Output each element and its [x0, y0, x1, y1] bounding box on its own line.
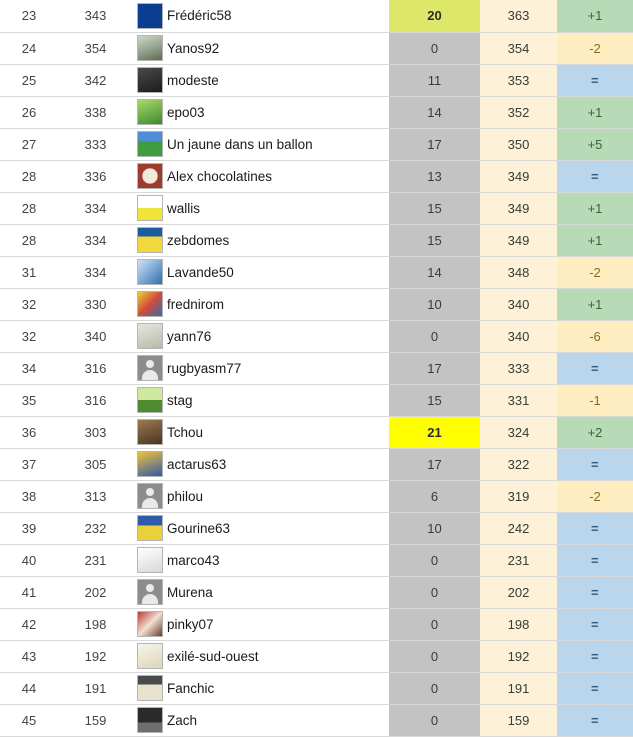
avatar-default-user [137, 483, 163, 509]
round-points-cell: 0 [389, 608, 480, 640]
avatar-cell [133, 640, 167, 672]
player-name-cell[interactable] [167, 352, 389, 384]
avatar-image [138, 100, 162, 124]
table-row [0, 96, 633, 128]
total-points-cell: 198 [480, 608, 557, 640]
player-name-cell[interactable] [167, 96, 389, 128]
round-points-cell: 15 [389, 224, 480, 256]
avatar-pale-portrait [137, 323, 163, 349]
avatar-image [138, 164, 162, 188]
previous-points-cell: 343 [58, 0, 133, 32]
avatar-cell [133, 160, 167, 192]
player-name-cell[interactable] [167, 512, 389, 544]
player-name-link[interactable]: zebdomes [167, 232, 230, 248]
rank-cell: 24 [0, 32, 58, 64]
player-name-cell[interactable] [167, 416, 389, 448]
movement-cell [557, 64, 633, 96]
round-points-cell: 10 [389, 512, 480, 544]
movement-cell [557, 160, 633, 192]
round-points-cell: 17 [389, 128, 480, 160]
player-name-cell[interactable] [167, 224, 389, 256]
table-row [0, 640, 633, 672]
total-points-cell: 331 [480, 384, 557, 416]
total-points-cell: 349 [480, 192, 557, 224]
movement-label: = [590, 456, 600, 472]
movement-label: -2 [589, 488, 601, 504]
player-name-cell[interactable] [167, 672, 389, 704]
total-points-cell: 322 [480, 448, 557, 480]
previous-points-cell: 334 [58, 224, 133, 256]
movement-cell [557, 288, 633, 320]
round-points-cell: 17 [389, 352, 480, 384]
total-points-cell: 349 [480, 160, 557, 192]
avatar-image [138, 324, 162, 348]
avatar-cell [133, 256, 167, 288]
avatar-image [138, 676, 162, 700]
player-name-cell[interactable] [167, 288, 389, 320]
movement-cell [557, 0, 633, 32]
player-name-link[interactable]: Lavande50 [167, 264, 234, 280]
movement-cell [557, 544, 633, 576]
movement-label: = [590, 648, 600, 664]
avatar-image [138, 516, 162, 540]
rank-cell: 43 [0, 640, 58, 672]
movement-cell [557, 640, 633, 672]
rank-cell: 38 [0, 480, 58, 512]
total-points-cell: 202 [480, 576, 557, 608]
rank-cell: 23 [0, 0, 58, 32]
avatar-image [138, 132, 162, 156]
table-row [0, 352, 633, 384]
player-name-link[interactable]: Alex chocolatines [167, 168, 273, 184]
previous-points-cell: 313 [58, 480, 133, 512]
player-name-cell[interactable] [167, 480, 389, 512]
player-name-link[interactable]: Yanos92 [167, 40, 220, 56]
table-row [0, 128, 633, 160]
movement-label: +1 [587, 8, 603, 24]
player-name-link[interactable]: epo03 [167, 104, 205, 120]
table-row [0, 576, 633, 608]
player-name-link[interactable]: exilé-sud-ouest [167, 648, 259, 664]
round-points-cell: 17 [389, 448, 480, 480]
avatar-image [138, 292, 162, 316]
previous-points-cell: 316 [58, 352, 133, 384]
movement-cell [557, 448, 633, 480]
table-row [0, 512, 633, 544]
total-points-cell: 191 [480, 672, 557, 704]
movement-label: +5 [587, 136, 603, 152]
total-points-cell: 363 [480, 0, 557, 32]
movement-label: = [590, 552, 600, 568]
rank-cell: 28 [0, 192, 58, 224]
movement-cell [557, 704, 633, 736]
avatar-yellow-jersey [137, 227, 163, 253]
player-name-cell[interactable] [167, 704, 389, 736]
movement-cell [557, 480, 633, 512]
movement-label: -2 [589, 264, 601, 280]
round-points-cell: 0 [389, 320, 480, 352]
movement-label: = [590, 712, 600, 728]
movement-cell [557, 256, 633, 288]
avatar-cell [133, 320, 167, 352]
table-row [0, 64, 633, 96]
round-points-cell: 0 [389, 32, 480, 64]
previous-points-cell: 336 [58, 160, 133, 192]
avatar-blue-shape [137, 259, 163, 285]
player-name-link[interactable]: Fanchic [167, 680, 215, 696]
movement-cell [557, 352, 633, 384]
table-row [0, 608, 633, 640]
avatar-photo-person [137, 35, 163, 61]
movement-label: = [590, 168, 600, 184]
round-points-cell: 11 [389, 64, 480, 96]
avatar-silhouette-body [142, 370, 158, 381]
avatar-yesss-logo [137, 195, 163, 221]
player-name-link[interactable]: modeste [167, 72, 219, 88]
player-name-link[interactable]: frednirom [167, 296, 225, 312]
avatar-image [138, 260, 162, 284]
previous-points-cell: 340 [58, 320, 133, 352]
movement-cell [557, 128, 633, 160]
round-points-cell: 14 [389, 256, 480, 288]
avatar-brown-icon [137, 419, 163, 445]
avatar-cell [133, 480, 167, 512]
rank-cell: 32 [0, 288, 58, 320]
previous-points-cell: 338 [58, 96, 133, 128]
player-name-link[interactable]: Frédéric58 [167, 8, 232, 24]
round-points-cell: 13 [389, 160, 480, 192]
rank-cell: 28 [0, 160, 58, 192]
avatar-image [138, 420, 162, 444]
avatar-image [138, 548, 162, 572]
table-row [0, 416, 633, 448]
player-name-cell[interactable] [167, 448, 389, 480]
player-name-cell[interactable] [167, 192, 389, 224]
table-row [0, 32, 633, 64]
total-points-cell: 353 [480, 64, 557, 96]
total-points-cell: 333 [480, 352, 557, 384]
player-name-link[interactable]: pinky07 [167, 616, 214, 632]
previous-points-cell: 192 [58, 640, 133, 672]
player-name-link[interactable]: Gourine63 [167, 520, 231, 536]
previous-points-cell: 334 [58, 192, 133, 224]
movement-cell [557, 608, 633, 640]
avatar-cell [133, 576, 167, 608]
movement-label: = [590, 520, 600, 536]
avatar-default-user [137, 355, 163, 381]
avatar-image [138, 196, 162, 220]
player-name-cell[interactable] [167, 544, 389, 576]
avatar-image [138, 36, 162, 60]
round-points-cell: 15 [389, 384, 480, 416]
rank-cell: 39 [0, 512, 58, 544]
rank-cell: 34 [0, 352, 58, 384]
previous-points-cell: 232 [58, 512, 133, 544]
avatar-image [138, 4, 162, 28]
avatar-cell [133, 448, 167, 480]
avatar-flag-eu [137, 3, 163, 29]
player-name-link[interactable]: actarus63 [167, 456, 227, 472]
previous-points-cell: 159 [58, 704, 133, 736]
avatar-image [138, 388, 162, 412]
previous-points-cell: 202 [58, 576, 133, 608]
movement-label: = [590, 72, 600, 88]
movement-label: +2 [587, 424, 603, 440]
table-row [0, 320, 633, 352]
movement-cell [557, 96, 633, 128]
movement-cell [557, 32, 633, 64]
total-points-cell: 159 [480, 704, 557, 736]
rank-cell: 40 [0, 544, 58, 576]
total-points-cell: 349 [480, 224, 557, 256]
player-name-link[interactable]: marco43 [167, 552, 220, 568]
avatar-silhouette-head [146, 584, 154, 592]
avatar-cell [133, 96, 167, 128]
round-points-cell: 15 [389, 192, 480, 224]
total-points-cell: 324 [480, 416, 557, 448]
movement-cell [557, 576, 633, 608]
avatar-silhouette-body [142, 498, 158, 509]
previous-points-cell: 354 [58, 32, 133, 64]
movement-cell [557, 320, 633, 352]
movement-label: = [590, 360, 600, 376]
movement-cell [557, 512, 633, 544]
avatar-silhouette-head [146, 488, 154, 496]
round-points-cell: 6 [389, 480, 480, 512]
table-row [0, 480, 633, 512]
round-points-cell: 20 [389, 0, 480, 32]
avatar-cell [133, 416, 167, 448]
avatar-image [138, 644, 162, 668]
movement-label: -6 [589, 328, 601, 344]
avatar-cell [133, 608, 167, 640]
round-points-cell: 10 [389, 288, 480, 320]
rank-cell: 25 [0, 64, 58, 96]
table-row [0, 160, 633, 192]
avatar-cell [133, 512, 167, 544]
table-row [0, 672, 633, 704]
previous-points-cell: 342 [58, 64, 133, 96]
player-name-link[interactable]: yann76 [167, 328, 212, 344]
table-row [0, 224, 633, 256]
round-points-cell: 0 [389, 640, 480, 672]
round-points-cell: 0 [389, 544, 480, 576]
table-row [0, 288, 633, 320]
avatar-yellow-rider [137, 515, 163, 541]
avatar-cell [133, 32, 167, 64]
movement-cell [557, 384, 633, 416]
total-points-cell: 354 [480, 32, 557, 64]
total-points-cell: 350 [480, 128, 557, 160]
avatar-cell [133, 672, 167, 704]
movement-label: +1 [587, 232, 603, 248]
avatar-image [138, 452, 162, 476]
table-row [0, 384, 633, 416]
player-name-cell[interactable] [167, 0, 389, 32]
player-name-cell[interactable] [167, 384, 389, 416]
previous-points-cell: 330 [58, 288, 133, 320]
rank-cell: 44 [0, 672, 58, 704]
avatar-cell [133, 544, 167, 576]
avatar-silhouette-body [142, 594, 158, 605]
player-name-cell[interactable] [167, 256, 389, 288]
player-name-cell[interactable] [167, 128, 389, 160]
movement-cell [557, 672, 633, 704]
avatar-cell [133, 352, 167, 384]
total-points-cell: 340 [480, 288, 557, 320]
rank-cell: 37 [0, 448, 58, 480]
movement-label: +1 [587, 296, 603, 312]
round-points-cell: 0 [389, 704, 480, 736]
player-name-cell[interactable] [167, 64, 389, 96]
table-row [0, 192, 633, 224]
table-row [0, 448, 633, 480]
round-points-cell: 21 [389, 416, 480, 448]
movement-label: -2 [589, 40, 601, 56]
rank-cell: 31 [0, 256, 58, 288]
previous-points-cell: 198 [58, 608, 133, 640]
avatar-cell [133, 224, 167, 256]
player-name-cell[interactable] [167, 32, 389, 64]
player-name-link[interactable]: Zach [167, 712, 198, 728]
player-name-link[interactable]: rugbyasm77 [167, 360, 242, 376]
player-name-cell[interactable] [167, 320, 389, 352]
table-row [0, 704, 633, 736]
movement-label: = [590, 584, 600, 600]
previous-points-cell: 333 [58, 128, 133, 160]
avatar-image [138, 708, 162, 732]
movement-cell [557, 416, 633, 448]
player-name-cell[interactable] [167, 608, 389, 640]
avatar-cell [133, 0, 167, 32]
avatar-default-user [137, 579, 163, 605]
player-name-link[interactable]: stag [167, 392, 193, 408]
avatar-cell [133, 128, 167, 160]
avatar-image [138, 68, 162, 92]
avatar-cell [133, 64, 167, 96]
player-name-link[interactable]: philou [167, 488, 204, 504]
previous-points-cell: 303 [58, 416, 133, 448]
player-name-cell[interactable] [167, 640, 389, 672]
movement-label: +1 [587, 200, 603, 216]
movement-label: +1 [587, 104, 603, 120]
previous-points-cell: 191 [58, 672, 133, 704]
total-points-cell: 348 [480, 256, 557, 288]
total-points-cell: 242 [480, 512, 557, 544]
player-name-link[interactable]: wallis [167, 200, 201, 216]
avatar-photo-collage [137, 611, 163, 637]
round-points-cell: 0 [389, 672, 480, 704]
avatar-dark-band [137, 707, 163, 733]
avatar-light-sketch [137, 643, 163, 669]
total-points-cell: 352 [480, 96, 557, 128]
player-name-cell[interactable] [167, 576, 389, 608]
avatar-cell [133, 704, 167, 736]
movement-cell [557, 224, 633, 256]
avatar-image [138, 612, 162, 636]
avatar-cell [133, 384, 167, 416]
avatar-anime-robot [137, 451, 163, 477]
previous-points-cell: 305 [58, 448, 133, 480]
movement-label: = [590, 616, 600, 632]
rank-cell: 41 [0, 576, 58, 608]
rank-cell: 32 [0, 320, 58, 352]
rank-cell: 45 [0, 704, 58, 736]
movement-cell [557, 192, 633, 224]
rank-cell: 28 [0, 224, 58, 256]
avatar-image [138, 228, 162, 252]
rank-cell: 26 [0, 96, 58, 128]
avatar-green-cartoon [137, 99, 163, 125]
table-row [0, 256, 633, 288]
player-name-link[interactable]: Un jaune dans un ballon [167, 136, 313, 152]
movement-label: -1 [589, 392, 601, 408]
table-row [0, 0, 633, 32]
rank-cell: 27 [0, 128, 58, 160]
total-points-cell: 319 [480, 480, 557, 512]
avatar-banner-text [137, 675, 163, 701]
previous-points-cell: 231 [58, 544, 133, 576]
rank-cell: 36 [0, 416, 58, 448]
round-points-cell: 0 [389, 576, 480, 608]
player-name-link[interactable]: Murena [167, 584, 213, 600]
avatar-green-field [137, 387, 163, 413]
total-points-cell: 340 [480, 320, 557, 352]
avatar-cell [133, 192, 167, 224]
rank-cell: 42 [0, 608, 58, 640]
movement-label: = [590, 680, 600, 696]
rank-cell: 35 [0, 384, 58, 416]
player-name-cell[interactable] [167, 160, 389, 192]
player-name-link[interactable]: Tchou [167, 424, 204, 440]
total-points-cell: 231 [480, 544, 557, 576]
avatar-round-logo [137, 163, 163, 189]
table-row [0, 544, 633, 576]
avatar-cell [133, 288, 167, 320]
avatar-colorful-crowd [137, 291, 163, 317]
avatar-silhouette-head [146, 360, 154, 368]
round-points-cell: 14 [389, 96, 480, 128]
avatar-football-pitch [137, 131, 163, 157]
previous-points-cell: 316 [58, 384, 133, 416]
avatar-club-crest [137, 547, 163, 573]
total-points-cell: 192 [480, 640, 557, 672]
previous-points-cell: 334 [58, 256, 133, 288]
avatar-dark-portrait [137, 67, 163, 93]
